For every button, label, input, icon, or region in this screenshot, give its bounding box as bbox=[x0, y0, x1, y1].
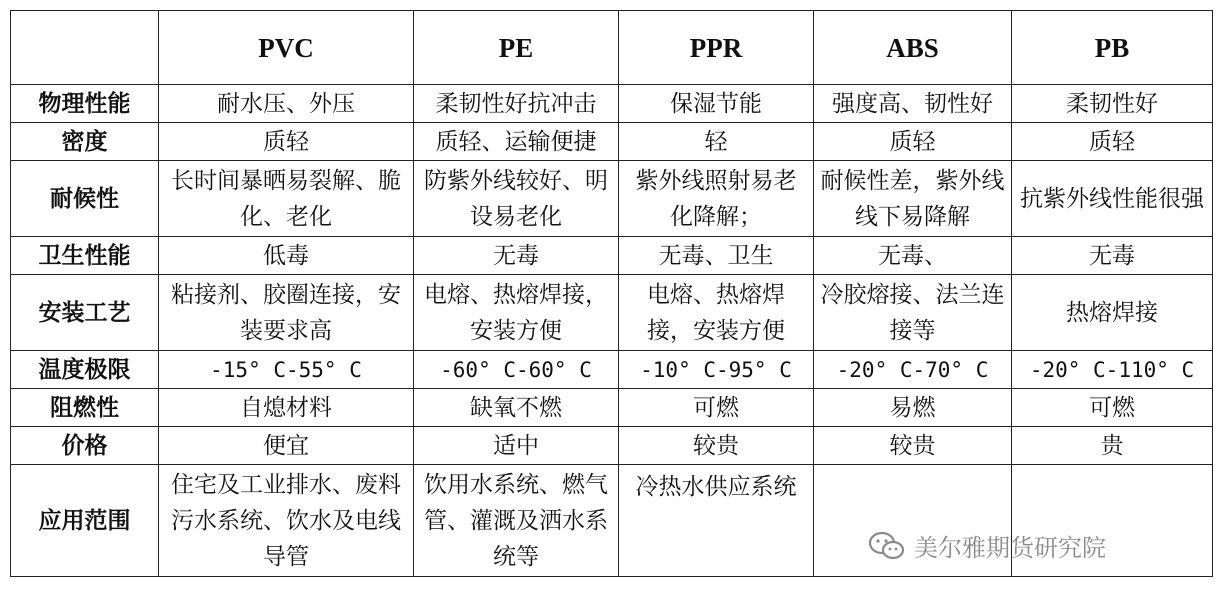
table-cell: -20° C-110° C bbox=[1012, 351, 1213, 389]
table-cell: 抗紫外线性能很强 bbox=[1012, 161, 1213, 237]
watermark bbox=[868, 528, 1106, 563]
table-cell: 无毒、 bbox=[814, 237, 1012, 275]
table-cell: 紫外线照射易老化降解； bbox=[619, 161, 814, 237]
table-cell: 热熔焊接 bbox=[1012, 275, 1213, 351]
row-header: 阻燃性 bbox=[11, 389, 159, 427]
table-cell: 防紫外线较好、明设易老化 bbox=[414, 161, 619, 237]
table-cell: 保湿节能 bbox=[619, 85, 814, 123]
row-header: 卫生性能 bbox=[11, 237, 159, 275]
table-cell: 柔韧性好 bbox=[1012, 85, 1213, 123]
row-header: 温度极限 bbox=[11, 351, 159, 389]
table-row bbox=[11, 275, 1213, 351]
table-cell: 低毒 bbox=[159, 237, 414, 275]
watermark-text: 美尔雅期货研究院 bbox=[914, 534, 1106, 562]
row-header: 应用范围 bbox=[11, 465, 159, 577]
table-cell: 耐候性差，紫外线线下易降解 bbox=[814, 161, 1012, 237]
table-cell: 质轻 bbox=[159, 123, 414, 161]
column-header-pe: PE bbox=[414, 11, 619, 85]
table-cell: 适中 bbox=[414, 427, 619, 465]
column-header-ppr: PPR bbox=[619, 11, 814, 85]
column-header-pb: PB bbox=[1012, 11, 1213, 85]
table-row bbox=[11, 351, 1213, 389]
table-cell: -10° C-95° C bbox=[619, 351, 814, 389]
pipe-comparison-table bbox=[10, 10, 1213, 577]
table-row bbox=[11, 237, 1213, 275]
table-cell: 贵 bbox=[1012, 427, 1213, 465]
table-cell: 无毒 bbox=[414, 237, 619, 275]
table-cell: -15° C-55° C bbox=[159, 351, 414, 389]
column-header-pvc: PVC bbox=[159, 11, 414, 85]
table-cell: 耐水压、外压 bbox=[159, 85, 414, 123]
table-cell: 质轻 bbox=[1012, 123, 1213, 161]
table-cell: -20° C-70° C bbox=[814, 351, 1012, 389]
table-cell: 柔韧性好抗冲击 bbox=[414, 85, 619, 123]
row-header: 物理性能 bbox=[11, 85, 159, 123]
table-cell: 便宜 bbox=[159, 427, 414, 465]
table-row bbox=[11, 427, 1213, 465]
table-cell: 无毒、卫生 bbox=[619, 237, 814, 275]
table-cell: 冷胶熔接、法兰连接等 bbox=[814, 275, 1012, 351]
table-row bbox=[11, 85, 1213, 123]
table-row bbox=[11, 123, 1213, 161]
wechat-icon bbox=[868, 530, 906, 562]
table-cell: 强度高、韧性好 bbox=[814, 85, 1012, 123]
row-header: 安装工艺 bbox=[11, 275, 159, 351]
table-cell: 较贵 bbox=[814, 427, 1012, 465]
table-cell: 电熔、热熔焊接，安装方便 bbox=[414, 275, 619, 351]
table-cell: 饮用水系统、燃气管、灌溉及洒水系统等 bbox=[414, 465, 619, 577]
table-cell: 电熔、热熔焊接，安装方便 bbox=[619, 275, 814, 351]
table-cell: 自熄材料 bbox=[159, 389, 414, 427]
column-header-abs: ABS bbox=[814, 11, 1012, 85]
table-cell: 轻 bbox=[619, 123, 814, 161]
header-row bbox=[11, 11, 1213, 85]
table-cell: 质轻、运输便捷 bbox=[414, 123, 619, 161]
table-row bbox=[11, 161, 1213, 237]
table-cell: 冷热水供应系统 bbox=[619, 465, 814, 577]
row-header: 价格 bbox=[11, 427, 159, 465]
table-cell: 缺氧不燃 bbox=[414, 389, 619, 427]
table-cell: 质轻 bbox=[814, 123, 1012, 161]
table-cell: 长时间暴晒易裂解、脆化、老化 bbox=[159, 161, 414, 237]
table-cell: -60° C-60° C bbox=[414, 351, 619, 389]
table-cell: 可燃 bbox=[1012, 389, 1213, 427]
table-cell: 可燃 bbox=[619, 389, 814, 427]
table-cell: 住宅及工业排水、废料污水系统、饮水及电线导管 bbox=[159, 465, 414, 577]
table-cell: 易燃 bbox=[814, 389, 1012, 427]
row-header: 密度 bbox=[11, 123, 159, 161]
corner-cell bbox=[11, 11, 159, 85]
table-cell: 粘接剂、胶圈连接，安装要求高 bbox=[159, 275, 414, 351]
row-header: 耐候性 bbox=[11, 161, 159, 237]
table-cell: 较贵 bbox=[619, 427, 814, 465]
table-cell: 无毒 bbox=[1012, 237, 1213, 275]
table-row bbox=[11, 389, 1213, 427]
